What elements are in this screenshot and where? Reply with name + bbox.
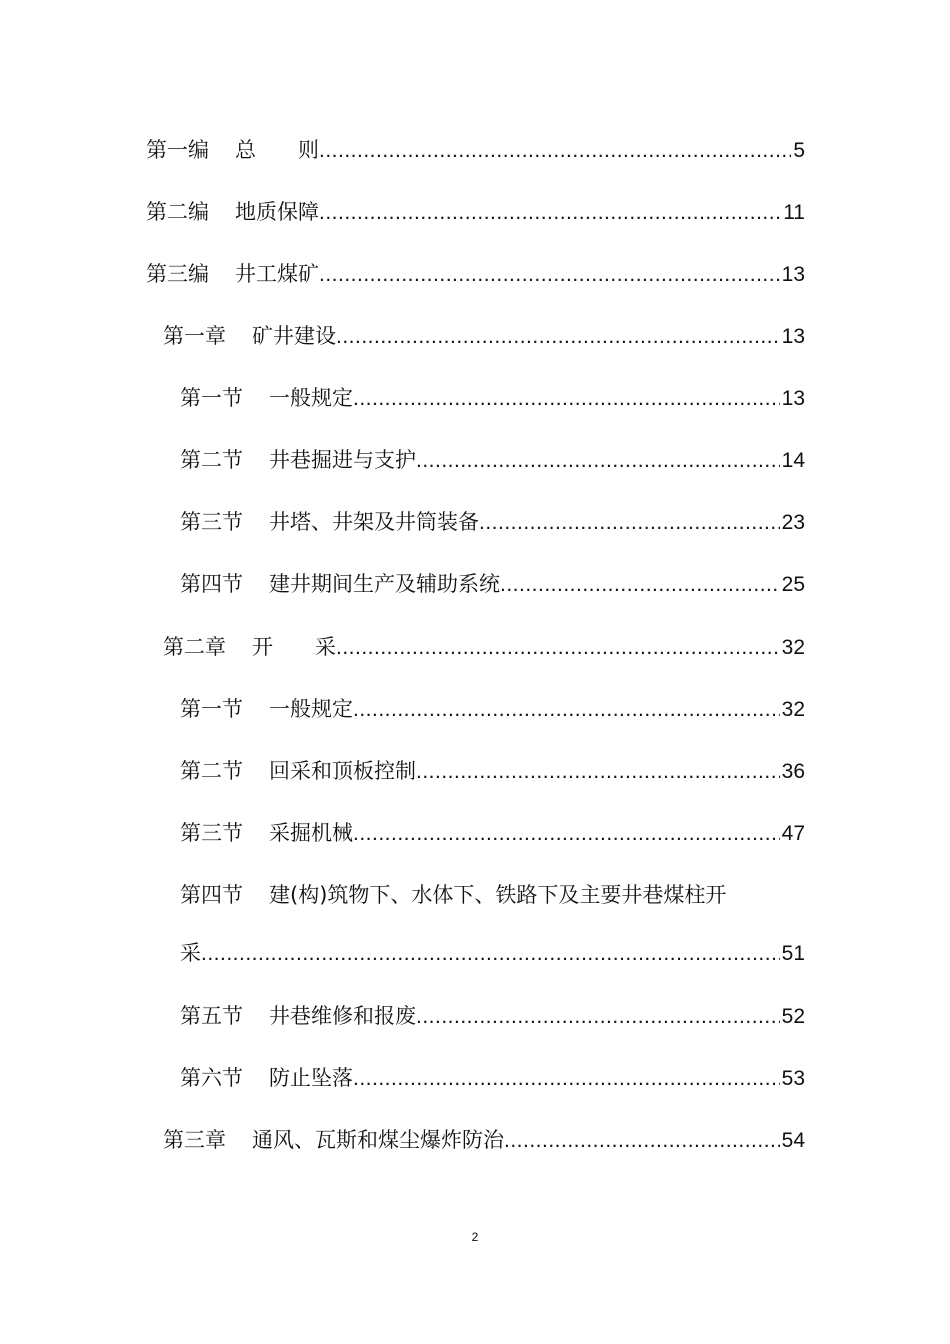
toc-entry-number: 第三节	[180, 510, 243, 534]
toc-entry[interactable]	[180, 1061, 805, 1095]
toc-leader-dots	[353, 382, 780, 416]
footer-page-number: 2	[471, 1230, 479, 1244]
toc-entry[interactable]	[180, 381, 805, 415]
toc-entry-number: 第六节	[180, 1066, 243, 1090]
toc-entry-number: 第二节	[180, 759, 243, 783]
toc-entry-title: 建(构)筑物下、水体下、铁路下及主要井巷煤柱开	[269, 883, 727, 907]
toc-entry-title: 井巷维修和报废	[269, 1004, 416, 1028]
toc-entry-number: 第一章	[163, 324, 226, 348]
toc-entry[interactable]	[163, 1123, 805, 1157]
toc-leader-dots	[353, 1062, 780, 1096]
toc-entry-number: 第三编	[146, 262, 209, 286]
toc-entry-page: 13	[781, 387, 805, 410]
toc-entry-title: 回采和顶板控制	[269, 759, 416, 783]
toc-leader-dots	[336, 631, 780, 665]
toc-entry[interactable]	[180, 999, 805, 1033]
toc-entry[interactable]	[163, 319, 805, 353]
toc-entry-title: 井工煤矿	[235, 262, 319, 286]
toc-entry-page: 14	[781, 449, 805, 472]
toc-entry-page: 32	[781, 698, 805, 721]
toc-entry-title: 一般规定	[269, 386, 353, 410]
toc-entry[interactable]	[180, 567, 805, 601]
toc-entry[interactable]	[180, 505, 805, 539]
toc-leader-dots	[319, 258, 780, 292]
toc-leader-dots	[504, 1124, 780, 1158]
toc-entry-number: 第二节	[180, 448, 243, 472]
toc-entry-title: 井塔、井架及井筒装备	[269, 510, 479, 534]
toc-leader-dots	[500, 568, 780, 602]
toc-entry-page: 13	[781, 263, 805, 286]
toc-entry-number: 第四节	[180, 883, 243, 907]
toc-entry-number: 第二章	[163, 635, 226, 659]
toc-leader-dots	[319, 196, 781, 230]
toc-entry[interactable]	[180, 816, 805, 850]
toc-entry-page: 25	[781, 573, 805, 596]
toc-entry-title: 矿井建设	[252, 324, 336, 348]
toc-entry[interactable]	[163, 630, 805, 664]
toc-entry-number: 第三章	[163, 1128, 226, 1152]
toc-entry-page: 32	[781, 636, 805, 659]
toc-entry-number: 第五节	[180, 1004, 243, 1028]
toc-entry-number: 第三节	[180, 821, 243, 845]
toc-leader-dots	[336, 320, 780, 354]
toc-entry-page: 36	[781, 760, 805, 783]
toc-entry[interactable]	[180, 754, 805, 788]
toc-entry-page: 47	[781, 822, 805, 845]
toc-leader-dots	[416, 444, 780, 478]
toc-entry[interactable]	[180, 692, 805, 726]
toc-entry-title: 通风、瓦斯和煤尘爆炸防治	[252, 1128, 504, 1152]
toc-entry-page: 23	[781, 511, 805, 534]
toc-entry[interactable]	[146, 133, 805, 167]
toc-entry-continuation[interactable]	[180, 936, 805, 970]
toc-entry[interactable]	[146, 195, 805, 229]
toc-leader-dots	[353, 817, 780, 851]
toc-entry-page: 13	[781, 325, 805, 348]
toc-entry-number: 第二编	[146, 200, 209, 224]
toc-entry-number: 第一编	[146, 138, 209, 162]
toc-leader-dots	[416, 755, 780, 789]
toc-entry-page: 54	[781, 1129, 805, 1152]
toc-entry-page: 53	[781, 1067, 805, 1090]
toc-entry-title: 一般规定	[269, 697, 353, 721]
toc-leader-dots	[479, 506, 780, 540]
toc-entry-title: 井巷掘进与支护	[269, 448, 416, 472]
toc-entry-title: 防止坠落	[269, 1066, 353, 1090]
toc-entry-page: 51	[781, 942, 805, 965]
toc-entry-number: 第四节	[180, 572, 243, 596]
toc-leader-dots	[353, 693, 780, 727]
toc-entry[interactable]	[146, 257, 805, 291]
toc-entry-title: 地质保障	[235, 200, 319, 224]
toc-entry-wrapped[interactable]	[180, 878, 805, 912]
toc-entry-number: 第一节	[180, 386, 243, 410]
toc-entry-page: 52	[781, 1005, 805, 1028]
toc-entry[interactable]	[180, 443, 805, 477]
toc-entry-title: 总 则	[235, 138, 319, 162]
toc-entry-page: 11	[783, 201, 805, 224]
toc-leader-dots	[201, 937, 780, 971]
toc-leader-dots	[416, 1000, 780, 1034]
toc-entry-title: 开 采	[252, 635, 336, 659]
toc-entry-title: 建井期间生产及辅助系统	[269, 572, 500, 596]
toc-entry-page: 5	[793, 139, 805, 162]
toc-entry-title-continuation: 采	[180, 941, 201, 965]
toc-leader-dots	[319, 134, 791, 168]
toc-entry-title: 采掘机械	[269, 821, 353, 845]
toc-entry-number: 第一节	[180, 697, 243, 721]
